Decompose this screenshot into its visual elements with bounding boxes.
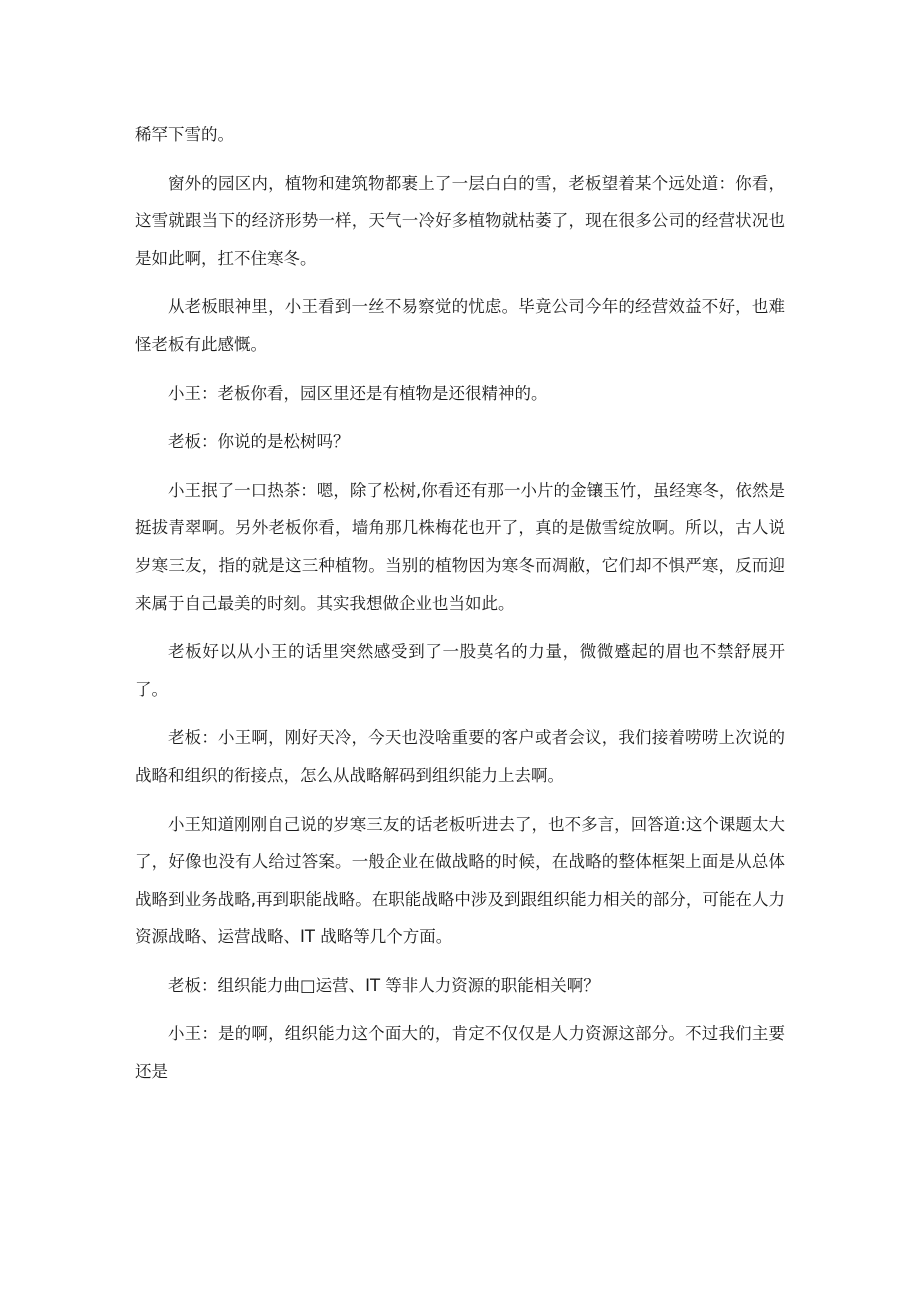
paragraph-2: 窗外的园区内，植物和建筑物都裹上了一层白白的雪，老板望着某个远处道：你看，这雪就跟当下的经济形势一样，天气一冷好多植物就枯萎了，现在很多公司的经营状况也是如此啊，扛不住寒冬。 bbox=[135, 173, 785, 268]
paragraph-4: 小王：老板你看，园区里还是有植物是还很精神的。 bbox=[168, 383, 548, 403]
paragraph-5: 老板：你说的是松树吗？ bbox=[168, 432, 350, 452]
paragraph-3: 从老板眼神里，小王看到一丝不易察觉的忧虑。毕竟公司今年的经营效益不好，也难怪老板有此感慨。 bbox=[135, 297, 785, 354]
paragraph-10: 老板：组织能力曲□运营、IT 等非人力资源的职能相关啊？ bbox=[168, 975, 600, 995]
paragraph-1: 稀罕下雪的。 bbox=[135, 125, 234, 144]
paragraph-8: 老板：小王啊，刚好天冷，今天也没啥重要的客户或者会议，我们接着唠唠上次说的战略和组织的衔接点，怎么从战略解码到组织能力上去啊。 bbox=[135, 728, 785, 785]
paragraph-6: 小王抿了一口热茶：嗯，除了松树,你看还有那一小片的金镶玉竹，虽经寒冬，依然是挺拔青翠啊。另外老板你看，墙角那几株梅花也开了，真的是傲雪绽放啊。所以，古人说岁寒三友，指的就是这三种植物。当别的植物因为寒冬而凋敝，它们却不惧严寒，反而迎来属于自己最美的时刻。其实我想做企业也当如此。 bbox=[135, 480, 785, 613]
document-body bbox=[135, 116, 785, 1091]
paragraph-7: 老板好以从小王的话里突然感受到了一股莫名的力量，微微蹙起的眉也不禁舒展开了。 bbox=[135, 642, 785, 699]
paragraph-11: 小王：是的啊，组织能力这个面大的，肯定不仅仅是人力资源这部分。不过我们主要还是 bbox=[135, 1024, 785, 1082]
paragraph-9: 小王知道刚刚自己说的岁寒三友的话老板听进去了，也不多言，回答道:这个课题太大了，好像也没有人给过答案。一般企业在做战略的时候，在战略的整体框架上面是从总体战略到业务战略,再到职能战略。在职能战略中涉及到跟组织能力相关的部分，可能在人力资源战略、运营战略、IT 战略等几个方面。 bbox=[135, 814, 785, 947]
